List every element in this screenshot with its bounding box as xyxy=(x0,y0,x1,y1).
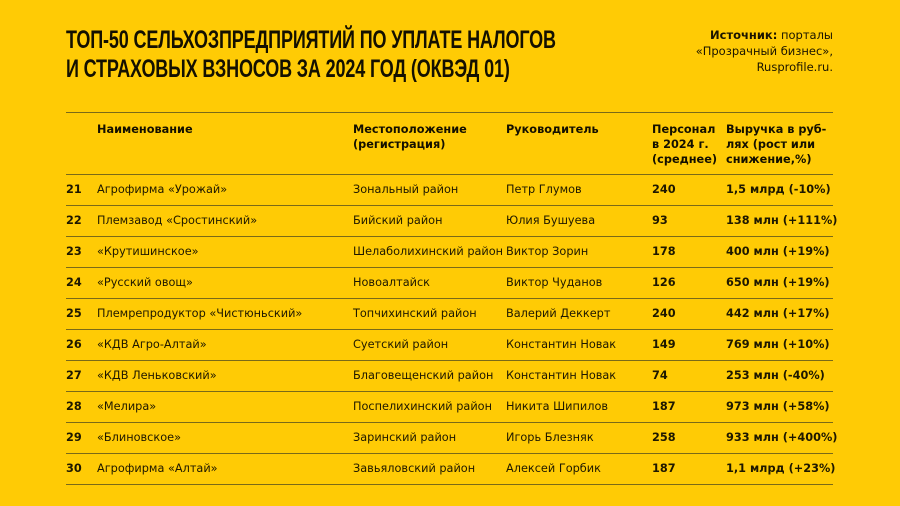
name-cell: Агрофирма «Урожай» xyxy=(97,183,228,196)
rank-cell: 23 xyxy=(66,245,82,258)
staff-cell: 126 xyxy=(652,276,676,289)
source-note xyxy=(696,27,833,75)
location-cell: Суетский район xyxy=(353,338,449,351)
staff-cell: 93 xyxy=(652,214,668,227)
title-line-1: ТОП-50 СЕЛЬХОЗПРЕДПРИЯТИЙ ПО УПЛАТЕ НАЛОГОВ xyxy=(66,26,556,54)
revenue-cell: 1,1 млрд (+23%) xyxy=(726,462,836,475)
rank-cell: 28 xyxy=(66,400,82,413)
header-name: Наименование xyxy=(97,123,193,136)
revenue-cell: 769 млн (+10%) xyxy=(726,338,830,351)
head-cell: Валерий Деккерт xyxy=(506,307,611,320)
revenue-cell: 138 млн (+111%) xyxy=(726,214,838,227)
table-row xyxy=(66,268,833,299)
head-cell: Никита Шипилов xyxy=(506,400,609,413)
header-staff: Персонал в 2024 г. (среднее) xyxy=(652,123,718,166)
revenue-cell: 253 млн (-40%) xyxy=(726,369,825,382)
rank-cell: 21 xyxy=(66,183,82,196)
table-row xyxy=(66,299,833,330)
revenue-cell: 442 млн (+17%) xyxy=(726,307,830,320)
table-row xyxy=(66,454,836,485)
head-cell: Константин Новак xyxy=(506,369,617,382)
head-cell: Константин Новак xyxy=(506,338,617,351)
name-cell: «Крутишинское» xyxy=(97,245,199,258)
location-cell: Заринский район xyxy=(353,431,457,444)
head-cell: Виктор Зорин xyxy=(506,245,589,258)
name-cell: «Блиновское» xyxy=(97,431,181,444)
table-row xyxy=(66,206,838,237)
revenue-cell: 400 млн (+19%) xyxy=(726,245,830,258)
name-cell: Племрепродуктор «Чистюньский» xyxy=(97,307,303,320)
head-cell: Алексей Горбик xyxy=(506,462,601,475)
location-cell: Новоалтайск xyxy=(353,276,430,289)
location-cell: Поспелихинский район xyxy=(353,400,492,413)
revenue-cell: 973 млн (+58%) xyxy=(726,400,830,413)
revenue-cell: 933 млн (+400%) xyxy=(726,431,838,444)
rank-cell: 30 xyxy=(66,462,82,475)
staff-cell: 240 xyxy=(652,183,676,196)
rank-cell: 27 xyxy=(66,369,82,382)
head-cell: Виктор Чуданов xyxy=(506,276,603,289)
table-row xyxy=(66,237,833,268)
revenue-cell: 1,5 млрд (-10%) xyxy=(726,183,831,196)
ranking-table xyxy=(66,112,838,485)
table-header xyxy=(66,113,833,175)
table-body xyxy=(66,175,838,485)
staff-cell: 187 xyxy=(652,462,676,475)
location-cell: Зональный район xyxy=(353,183,459,196)
staff-cell: 240 xyxy=(652,307,676,320)
table-row xyxy=(66,361,833,392)
head-cell: Юлия Бушуева xyxy=(506,214,596,227)
location-cell: Шелаболихинский район xyxy=(353,245,504,258)
table-row xyxy=(66,392,833,423)
header-head: Руководитель xyxy=(506,123,599,136)
name-cell: «Русский овощ» xyxy=(97,276,193,289)
rank-cell: 29 xyxy=(66,431,82,444)
location-cell: Завьяловский район xyxy=(353,462,476,475)
staff-cell: 187 xyxy=(652,400,676,413)
title-line-2: И СТРАХОВЫХ ВЗНОСОВ ЗА 2024 ГОД (ОКВЭД 01) xyxy=(66,55,510,83)
revenue-cell: 650 млн (+19%) xyxy=(726,276,830,289)
header-revenue: Выручка в руб- лях (рост или снижение,%) xyxy=(726,123,827,166)
source-text-3: Rusprofile.ru. xyxy=(756,60,833,74)
name-cell: «КДВ Леньковский» xyxy=(97,369,217,382)
table-row xyxy=(66,330,833,361)
header-location: Местоположение (регистрация) xyxy=(353,123,467,151)
staff-cell: 149 xyxy=(652,338,676,351)
staff-cell: 258 xyxy=(652,431,676,444)
table-row xyxy=(66,175,833,206)
staff-cell: 74 xyxy=(652,369,668,382)
source-text-2: «Прозрачный бизнес», xyxy=(695,44,833,58)
name-cell: Племзавод «Сростинский» xyxy=(97,214,258,227)
head-cell: Игорь Блезняк xyxy=(506,431,594,444)
rank-cell: 26 xyxy=(66,338,82,351)
staff-cell: 178 xyxy=(652,245,676,258)
source-label: Источник: xyxy=(710,28,778,42)
table-row xyxy=(66,423,838,454)
rank-cell: 25 xyxy=(66,307,82,320)
rank-cell: 24 xyxy=(66,276,82,289)
source-text-1: порталы xyxy=(777,28,833,42)
head-cell: Петр Глумов xyxy=(506,183,582,196)
name-cell: Агрофирма «Алтай» xyxy=(97,462,218,475)
location-cell: Благовещенский район xyxy=(353,369,494,382)
location-cell: Бийский район xyxy=(353,214,443,227)
location-cell: Топчихинский район xyxy=(353,307,477,320)
name-cell: «КДВ Агро-Алтай» xyxy=(97,338,207,351)
rank-cell: 22 xyxy=(66,214,82,227)
page-title xyxy=(66,26,556,84)
name-cell: «Мелира» xyxy=(97,400,157,413)
